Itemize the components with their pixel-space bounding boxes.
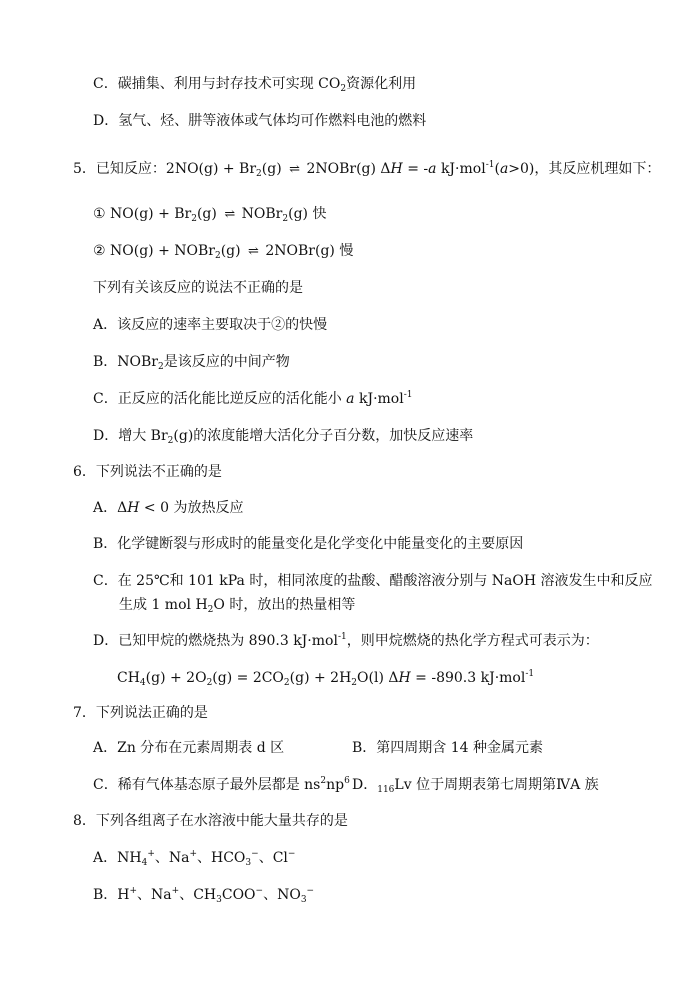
option-7B: B．第四周期含 14 种金属元素 [352,740,544,756]
option-6C-line1: C．在 25℃和 101 kPa 时，相同浓度的盐酸、醋酸溶液分别与 NaOH 溶液发生中和反应 [93,573,653,589]
mechanism-step-1: ① $NO(g) + Br_2(g)$ ⇌ NOBr$_2$(g) 快 [93,206,327,224]
option-5D: D．增大 $Br_2(g)$的浓度能增大活化分子百分数，加快反应速率 [93,428,474,446]
question-7: 7．下列说法正确的是 [73,705,208,721]
option-6C-line2: 生成 1 mol $H_2O$ 时，放出的热量相等 [119,597,356,615]
option-8B: B．H+、Na+、$CH_3COO^-$、$NO_3^-$ [93,886,315,905]
question-8: 8．下列各组离子在水溶液中能大量共存的是 [73,813,348,829]
option-7C: C．稀有气体基态原子最外层都是 $ns^2np^6$ [93,776,350,793]
option-6A: A．ΔH < 0 为放热反应 [93,500,244,516]
option-4D: D．氢气、烃、肼等液体或气体均可作燃料电池的燃料 [93,113,427,129]
option-7A: A．Zn 分布在元素周期表 d 区 [93,740,285,756]
mechanism-step-2: ② NO(g) + NOBr$_2$(g) ⇌ 2NOBr(g) 慢 [93,243,354,261]
option-6D: D．已知甲烷的燃烧热为 890.3 kJ·mol$^{-1}$，则甲烷燃烧的热化学方程式可表示为： [93,632,599,649]
option-5A: A．该反应的速率主要取决于②的快慢 [93,317,328,333]
option-7D: D．$_{116}$Lv 位于周期表第七周期第ⅣA 族 [352,777,599,795]
option-8A: A．$NH_4^+$、Na+、$HCO_3^-$、Cl− [93,849,296,868]
question-5-stem: 下列有关该反应的说法不正确的是 [93,280,303,296]
option-4C: C．碳捕集、利用与封存技术可实现 $CO_2$资源化利用 [93,76,417,94]
option-5C: C．正反应的活化能比逆反应的活化能小 a kJ·mol$^{-1}$ [93,390,413,407]
question-5: 5．已知反应：$2NO(g) + Br_2(g)$ ⇌ 2NOBr(g) ΔH = -a kJ·mol$^{-1}$(a>0)，其反应机理如下： [73,160,661,179]
option-6D-equation: $CH_4(g) + 2O_2(g) = 2CO_2(g) + 2H_2O(l) \Delta H = -890.3$ kJ·mol$^{-1}$ [117,669,535,688]
option-6B: B．化学键断裂与形成时的能量变化是化学变化中能量变化的主要原因 [93,536,524,552]
option-5B: B．NOBr$_2$是该反应的中间产物 [93,354,290,372]
question-6: 6．下列说法不正确的是 [73,464,222,480]
